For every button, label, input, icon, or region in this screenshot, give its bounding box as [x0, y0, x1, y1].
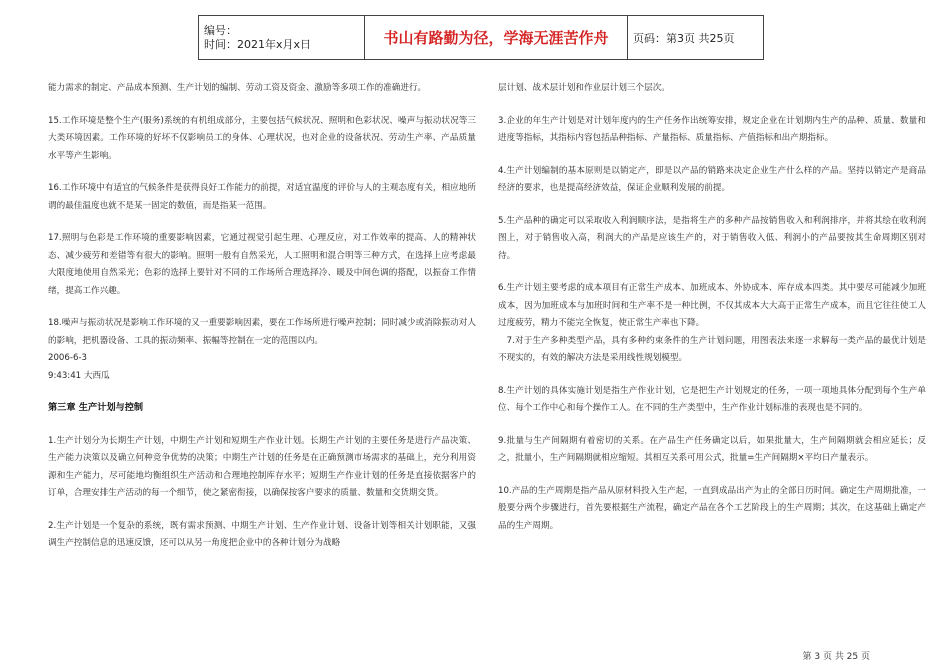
paragraph-r0: 层计划、战术层计划和作业层计划三个层次。 — [498, 83, 670, 93]
time-label: 时间：2021年x月x日 — [204, 37, 312, 51]
paragraph-r6: 6.生产计划主要考虑的成本项目有正常生产成本、加班成本、外协成本、库存成本四类。其中要尽可能减少加班成本，因为加班成本与加班时间和生产率不是一种比例，不仅其成本大大高于正常生产成本，而且它往往使工人过度疲劳，精力不能完全恢复，使正常生产率也下降。 — [498, 283, 926, 328]
left-column — [48, 80, 476, 568]
paragraph-18: 18.噪声与振动状况是影响工作环境的又一重要影响因素，要在工作场所进行噪声控制；同时减少或消除振动对人的影响，把机器设备、工具的振动频率、振幅等控制在一定的范围以内。 — [48, 318, 476, 346]
motto: 书山有路勤为径，学海无涯苦作舟 — [365, 16, 628, 60]
paragraph-r9: 9.批量与生产间隔期有着密切的关系。在产品生产任务确定以后，如果批量大，生产间隔期就会相应延长；反之，批量小，生产间隔期就相应缩短。其相互关系可用公式，批量=生产间隔期×平均日产量表示。 — [498, 435, 926, 463]
paragraph-r4: 4.生产计划编制的基本原则是以销定产，即是以产品的销路来决定企业生产什么样的产品。坚持以销定产是商品经济的要求，也是提高经济效益，保证企业顺利发展的前提。 — [498, 165, 926, 193]
paragraph-c2: 2.生产计划是一个复杂的系统，既有需求预测、中期生产计划、生产作业计划、设备计划等相关计划职能，又强调生产控制信息的迅速反馈，还可以从另一角度把企业中的各种计划分为战略 — [48, 520, 476, 548]
post-date: 2006-6-3 — [48, 353, 88, 363]
post-time-author: 9:43:41 大西瓜 — [48, 370, 110, 381]
paragraph-15: 15.工作环境是整个生产(服务)系统的有机组成部分，主要包括气候状况、照明和色彩状况、噪声与振动状况等三大类环境因素。工作环境的好坏不仅影响员工的身体、心理状况，也对企业的设备状况、劳动生产率、产品质量水平等产生影响。 — [48, 115, 476, 161]
paragraph-r3: 3.企业的年生产计划是对计划年度内的生产任务作出统筹安排，规定企业在计划期内生产的品种、质量、数量和进度等指标，其指标内容包括品种指标、产量指标、质量指标、产值指标和出产期指标。 — [498, 115, 926, 143]
header-meta — [199, 16, 365, 60]
paragraph-r7: 7.对于生产多种类型产品，具有多种约束条件的生产计划问题，用图表法来逐一求解每一类产品的最优计划是不现实的，有效的解决方法是采用线性规划模型。 — [498, 335, 926, 363]
right-column — [498, 80, 926, 550]
paragraph-17: 17.照明与色彩是工作环境的重要影响因素，它通过视觉引起生理、心理反应，对工作效率的提高、人的精神状态、减少疲劳和差错等有很大的影响。照明一般有自然采光，人工照明和混合明等三种方式，在选择上应考虑最大限度地使用自然采光；色彩的选择上要针对不同的工作场所合理选择冷、暖及中间色调的搭配，以振奋工作情绪，提高工作兴趣。 — [48, 233, 476, 296]
page-footer: 第 3 页 共 25 页 — [802, 652, 870, 662]
paragraph: 能力需求的制定、产品成本预测、生产计划的编制、劳动工资及资金、激励等多项工作的准确进行。 — [48, 83, 427, 93]
header-table — [198, 15, 764, 60]
paragraph-c1: 1.生产计划分为长期生产计划，中期生产计划和短期生产作业计划。长期生产计划的主要任务是进行产品决策、生产能力决策以及确立何种竞争优势的决策；中期生产计划的任务是在正确预测市场需求的基础上，充分利用资源和生产能力，尽可能地均衡组织生产活动和合理地控制库存水平；短期生产作业计划的任务是直接依据客户的订单，合理安排生产活动的每一个细节，使之紧密衔接，以确保按客户要求的质量、数量和交货期交货。 — [48, 435, 476, 498]
chapter-title: 第三章 生产计划与控制 — [48, 402, 144, 413]
paragraph-r8: 8.生产计划的具体实施计划是指生产作业计划，它是把生产计划规定的任务，一项一项地具体分配到每个生产单位、每个工作中心和每个操作工人。在不同的生产类型中，生产作业计划标准的表现也是不同的。 — [498, 385, 926, 413]
page-info: 页码：第3页 共25页 — [628, 16, 764, 60]
number-label: 编号： — [204, 23, 237, 37]
paragraph-r5: 5.生产品种的确定可以采取收入利润顺序法，是指将生产的多种产品按销售收入和利润排序，并将其绘在收利润图上，对于销售收入高，利润大的产品是应该生产的，对于销售收入低、利润小的产品要按其生命周期区别对待。 — [498, 215, 926, 261]
paragraph-r10: 10.产品的生产周期是指产品从原材料投入生产起，一直到成品出产为止的全部日历时间。确定生产周期批准，一般要分两个步骤进行，首先要根据生产流程，确定产品在各个工艺阶段上的生产周期；其次，在这基础上确定产品的生产周期。 — [498, 485, 926, 531]
paragraph-16: 16.工作环境中有适宜的气候条件是获得良好工作能力的前提，对适宜温度的评价与人的主观态度有关，相应地所谓的最佳温度也就不是某一固定的数值，而是指某一范围。 — [48, 183, 476, 211]
